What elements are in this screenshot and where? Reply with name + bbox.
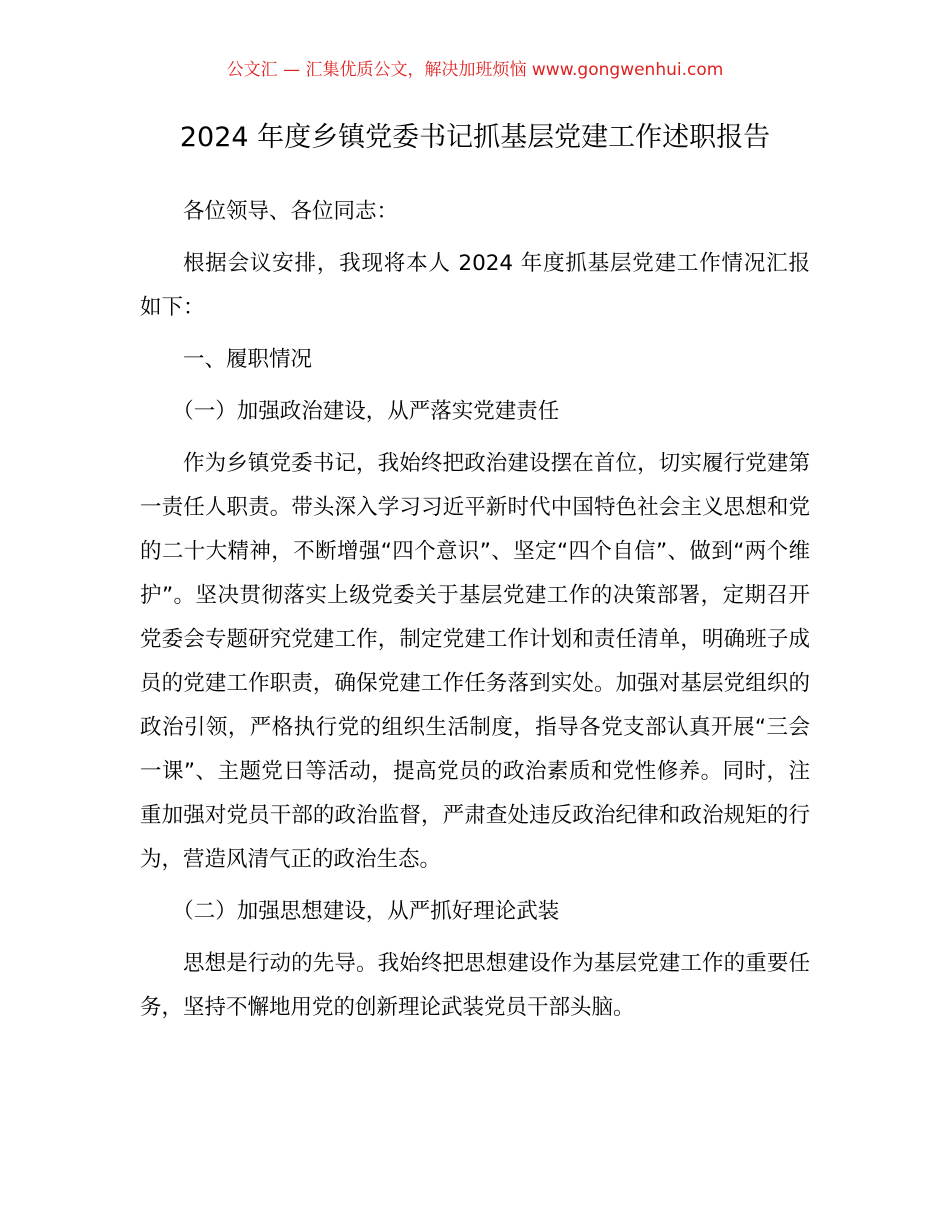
- document-body: [140, 190, 810, 1030]
- body-paragraph: 作为乡镇党委书记，我始终把政治建设摆在首位，切实履行党建第一责任人职责。带头深入学习习近平新时代中国特色社会主义思想和党的二十大精神，不断增强“四个意识”、坚定“四个自信”、做到“两个维护”。坚决贯彻落实上级党委关于基层党建工作的决策部署，定期召开党委会专题研究党建工作，制定党建工作计划和责任清单，明确班子成员的党建工作职责，确保党建工作任务落到实处。加强对基层党组织的政治引领，严格执行党的组织生活制度，指导各党支部认真开展“三会一课”、主题党日等活动，提高党员的政治素质和党性修养。同时，注重加强对党员干部的政治监督，严肃查处违反政治纪律和政治规矩的行为，营造风清气正的政治生态。: [140, 451, 810, 872]
- document-title: 2024 年度乡镇党委书记抓基层党建工作述职报告: [179, 122, 771, 153]
- site-header-banner: 公文汇 — 汇集优质公文，解决加班烦恼 www.gongwenhui.com: [226, 60, 724, 80]
- intro-paragraph: 根据会议安排，我现将本人 2024 年度抓基层党建工作情况汇报如下：: [140, 251, 810, 320]
- salutation: 各位领导、各位同志：: [183, 199, 399, 224]
- subsection-heading: （一）加强政治建设，从严落实党建责任: [172, 399, 560, 424]
- subsection-heading: （二）加强思想建设，从严抓好理论武装: [172, 899, 560, 924]
- section-heading: 一、履职情况: [183, 347, 313, 372]
- body-paragraph: 思想是行动的先导。我始终把思想建设作为基层党建工作的重要任务，坚持不懈地用党的创新理论武装党员干部头脑。: [140, 951, 810, 1020]
